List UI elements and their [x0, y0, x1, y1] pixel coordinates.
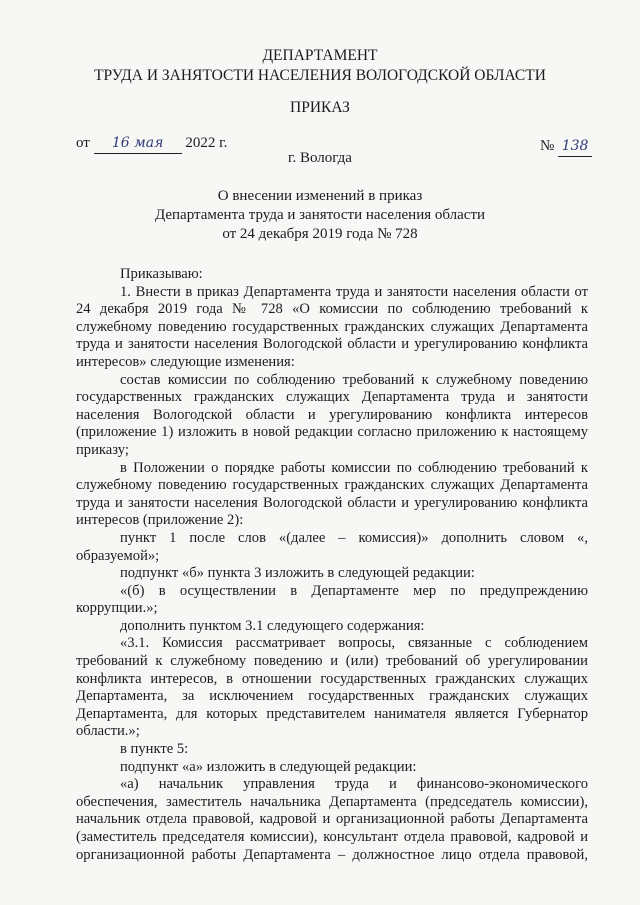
paragraph: в пункте 5:: [120, 741, 189, 758]
city: г. Вологда: [288, 150, 352, 166]
date-prefix: от: [76, 135, 90, 151]
paragraph: «(б) в осуществлении в Департаменте мер по предупреждению коррупции.»;: [76, 582, 588, 617]
paragraph: «3.1. Комиссия рассматривает вопросы, связанные с соблюдением требований к служебному поведению и (или) требований об урегулировании конфликта интересов, в отношении государственных гражданских служащих Департамента, за исключением государственных гражданских служащих Департамента, для которых представителем нанимателя является Губернатор области.»;: [76, 635, 588, 740]
paragraph: подпункт «б» пункта 3 изложить в следующей редакции:: [120, 565, 475, 582]
order-body: [76, 266, 588, 864]
order-title-line3: от 24 декабря 2019 года № 728: [222, 226, 418, 242]
paragraph: пункт 1 после слов «(далее – комиссия)» дополнить словом «, образуемой»;: [76, 529, 588, 564]
paragraph: подпункт «а» изложить в следующей редакции:: [120, 758, 417, 775]
order-title-line2: Департамента труда и занятости населения области: [154, 207, 486, 223]
order-title-line1: О внесении изменений в приказ: [217, 188, 423, 204]
number-prefix: №: [540, 138, 555, 154]
paragraph: в Положении о порядке работы комиссии по соблюдению требований к служебному поведению государственных гражданских служащих Департамента труда и занятости населения Вологодской области и урегулированию конфликта интересов (приложение 2):: [76, 459, 588, 529]
paragraph: дополнить пунктом 3.1 следующего содержания:: [120, 617, 425, 634]
department-name-line2: ТРУДА И ЗАНЯТОСТИ НАСЕЛЕНИЯ ВОЛОГОДСКОЙ ОБЛАСТИ: [94, 67, 546, 84]
date-year: 2022 г.: [185, 135, 228, 151]
document-type: ПРИКАЗ: [290, 99, 350, 116]
paragraph: 1. Внести в приказ Департамента труда и занятости населения области от 24 декабря 2019 года № 728 «О комиссии по соблюдению требований к служебному поведению государственных гражданских служащих Департамента труда и занятости населения Вологодской области и урегулированию конфликта интересов» следующие изменения:: [76, 283, 588, 370]
handwritten-number: 138: [558, 136, 592, 157]
paragraph: «а) начальник управления труда и финансово-экономического обеспечения, заместитель начальника Департамента (председатель комиссии), начальник отдела правовой, кадровой и организационной работы Департамента (заместитель председателя комиссии), консультант отдела правовой, кадровой и организационной работы Департамента – должностное лицо отдела правовой,: [76, 776, 588, 863]
handwritten-date: 16 мая: [94, 133, 182, 154]
paragraph: Приказываю:: [120, 266, 203, 282]
department-name-line1: ДЕПАРТАМЕНТ: [262, 47, 378, 64]
paragraph: состав комиссии по соблюдению требований к служебному поведению государственных гражданских служащих Департамента труда и занятости населения Вологодской области и урегулированию конфликта интересов (приложение 1) изложить в новой редакции согласно приложению к настоящему приказу;: [76, 371, 588, 458]
